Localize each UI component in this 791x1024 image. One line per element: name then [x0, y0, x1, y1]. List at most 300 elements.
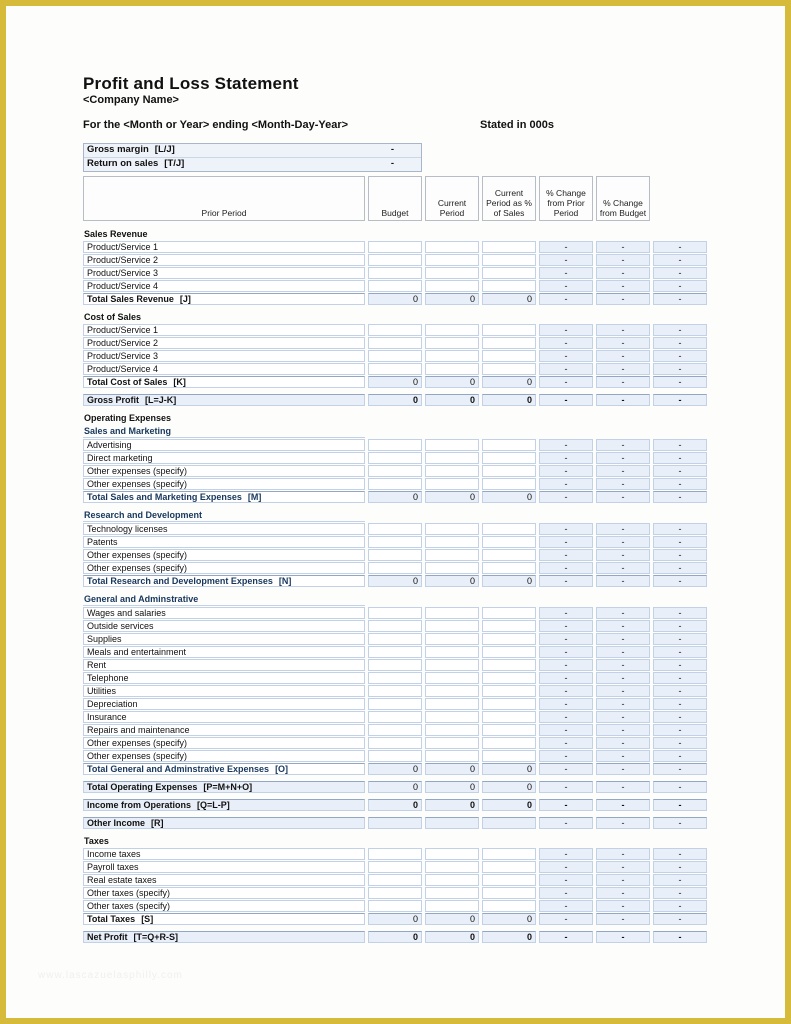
pct-cell: - [539, 711, 593, 723]
value-cell[interactable] [368, 478, 422, 490]
value-cell[interactable] [482, 254, 536, 266]
pct-cell: - [653, 763, 707, 775]
value-cell[interactable] [425, 672, 479, 684]
pct-cell: - [539, 523, 593, 535]
value-cell[interactable] [368, 685, 422, 697]
total-row [83, 376, 713, 388]
section-title: Cost of Sales [84, 312, 142, 322]
row-label-text: Payroll taxes [87, 862, 139, 872]
value-cell[interactable] [368, 646, 422, 658]
value-cell[interactable] [368, 562, 422, 574]
pct-cell: - [653, 254, 707, 266]
pct-cell: - [596, 491, 650, 503]
row-label-text: Total General and Adminstrative Expenses [87, 764, 270, 774]
detail-row [83, 562, 713, 574]
value-cell[interactable] [482, 452, 536, 464]
pct-cell: - [596, 267, 650, 279]
pct-cell: - [596, 439, 650, 451]
pct-cell: - [653, 337, 707, 349]
value-cell[interactable] [368, 280, 422, 292]
value-cell[interactable] [425, 267, 479, 279]
value-cell [482, 817, 536, 829]
value-cell[interactable] [425, 861, 479, 873]
pct-cell: - [539, 350, 593, 362]
row-label-cell [83, 633, 365, 645]
value-cell[interactable] [482, 267, 536, 279]
detail-row [83, 267, 713, 279]
pct-cell: - [653, 267, 707, 279]
value-cell[interactable] [425, 439, 479, 451]
pct-cell: - [539, 724, 593, 736]
row-label-text: Insurance [87, 712, 127, 722]
value-cell[interactable] [368, 324, 422, 336]
row-label-text: Real estate taxes [87, 875, 157, 885]
value-cell[interactable] [425, 363, 479, 375]
page-title: Profit and Loss Statement [83, 74, 299, 93]
row-formula-code: [L/J] [154, 144, 175, 155]
pct-cell: - [596, 607, 650, 619]
value-cell[interactable] [482, 562, 536, 574]
value-cell: 0 [482, 799, 536, 811]
pct-cell: - [653, 659, 707, 671]
value-cell[interactable] [368, 363, 422, 375]
value-cell[interactable] [425, 452, 479, 464]
pct-cell: - [539, 491, 593, 503]
summary-box [83, 143, 422, 172]
value-cell[interactable] [482, 633, 536, 645]
value-cell[interactable] [482, 848, 536, 860]
value-cell[interactable] [425, 633, 479, 645]
value-cell[interactable] [425, 659, 479, 671]
pct-cell: - [653, 672, 707, 684]
row-label-cell [83, 781, 365, 793]
detail-row [83, 646, 713, 658]
detail-row [83, 465, 713, 477]
value-cell: 0 [425, 394, 479, 406]
pct-cell: - [653, 465, 707, 477]
value-cell[interactable] [425, 737, 479, 749]
pct-cell: - [596, 620, 650, 632]
detail-row [83, 620, 713, 632]
value-cell[interactable] [482, 698, 536, 710]
row-label-text: Patents [87, 537, 118, 547]
value-cell: 0 [425, 491, 479, 503]
value-cell: 0 [425, 799, 479, 811]
value-cell[interactable] [368, 900, 422, 912]
value-cell[interactable] [368, 848, 422, 860]
value-cell[interactable] [368, 737, 422, 749]
value-cell[interactable] [368, 724, 422, 736]
row-label-cell [83, 465, 365, 477]
detail-row [83, 607, 713, 619]
row-label-cell [83, 685, 365, 697]
row-label-text: Product/Service 3 [87, 268, 159, 278]
row-label-text: Product/Service 1 [87, 325, 159, 335]
result-row [83, 931, 713, 943]
value-cell[interactable] [368, 698, 422, 710]
value-cell[interactable] [482, 280, 536, 292]
pct-cell: - [596, 750, 650, 762]
pct-cell: - [596, 646, 650, 658]
summary-row [84, 157, 421, 171]
value-cell[interactable] [368, 874, 422, 886]
value-cell[interactable] [425, 562, 479, 574]
pct-cell: - [653, 562, 707, 574]
pct-cell: - [596, 900, 650, 912]
row-label-text: Other expenses (specify) [87, 550, 188, 560]
section-title: Operating Expenses [84, 413, 172, 423]
pct-cell: - [539, 478, 593, 490]
detail-row [83, 737, 713, 749]
subsection-header-row [83, 425, 713, 438]
pct-cell: - [653, 711, 707, 723]
value-cell[interactable] [482, 620, 536, 632]
pct-cell: - [596, 672, 650, 684]
pct-cell: - [596, 861, 650, 873]
pct-cell: - [653, 646, 707, 658]
pct-cell: - [653, 848, 707, 860]
value-cell[interactable] [425, 607, 479, 619]
column-header-cell: Budget [368, 176, 422, 221]
pct-cell: - [596, 817, 650, 829]
pct-cell: - [539, 887, 593, 899]
pct-cell: - [539, 337, 593, 349]
period-line: For the <Month or Year> ending <Month-Day-Year> [83, 119, 349, 131]
pct-cell: - [653, 737, 707, 749]
subsection-title: Research and Development [83, 509, 365, 522]
value-cell[interactable] [482, 337, 536, 349]
value-cell: 0 [368, 575, 422, 587]
value-cell[interactable] [425, 711, 479, 723]
pct-cell: - [539, 394, 593, 406]
value-cell[interactable] [368, 465, 422, 477]
pct-cell: - [653, 280, 707, 292]
pct-cell: - [596, 376, 650, 388]
value-cell: 0 [368, 491, 422, 503]
value-cell: 0 [425, 781, 479, 793]
pct-cell: - [539, 874, 593, 886]
row-label-text: Technology licenses [87, 524, 168, 534]
pct-cell: - [596, 452, 650, 464]
pct-cell: - [539, 931, 593, 943]
value-cell[interactable] [425, 549, 479, 561]
pct-cell: - [539, 763, 593, 775]
value-cell[interactable] [425, 280, 479, 292]
row-formula-code: [T/J] [164, 158, 185, 169]
value-cell[interactable] [425, 241, 479, 253]
title-block [83, 74, 299, 106]
row-label-cell [83, 900, 365, 912]
subsection-title: Sales and Marketing [83, 425, 365, 438]
value-cell [425, 817, 479, 829]
value-cell[interactable] [482, 724, 536, 736]
value-cell[interactable] [368, 620, 422, 632]
value-cell[interactable] [482, 536, 536, 548]
result-row [83, 394, 713, 406]
row-label-cell [83, 607, 365, 619]
pct-cell: - [539, 799, 593, 811]
watermark-text: www.lascazuelasphilly.com [38, 970, 183, 981]
value-cell[interactable] [482, 350, 536, 362]
pct-cell: - [539, 241, 593, 253]
detail-row [83, 536, 713, 548]
row-label-cell [83, 817, 365, 829]
stated-in-label: Stated in 000s [480, 119, 554, 131]
value-cell[interactable] [368, 750, 422, 762]
value-cell[interactable] [425, 465, 479, 477]
pct-cell: - [653, 376, 707, 388]
row-label-text: Other taxes (specify) [87, 888, 171, 898]
row-label-text: Repairs and maintenance [87, 725, 190, 735]
detail-row [83, 887, 713, 899]
value-cell[interactable] [425, 900, 479, 912]
value-cell[interactable] [482, 439, 536, 451]
summary-label [87, 158, 184, 170]
value-cell[interactable] [482, 646, 536, 658]
value-cell: 0 [368, 931, 422, 943]
pct-cell: - [653, 817, 707, 829]
value-cell[interactable] [368, 337, 422, 349]
value-cell[interactable] [482, 465, 536, 477]
value-cell[interactable] [482, 900, 536, 912]
section-title: Sales Revenue [84, 229, 148, 239]
pct-cell: - [539, 293, 593, 305]
row-label-cell [83, 646, 365, 658]
row-label-text: Income taxes [87, 849, 141, 859]
column-header-cell: Current Period [425, 176, 479, 221]
value-cell[interactable] [425, 685, 479, 697]
pct-cell: - [596, 562, 650, 574]
row-label-text: Product/Service 2 [87, 338, 159, 348]
value-cell[interactable] [368, 439, 422, 451]
row-label-cell [83, 887, 365, 899]
column-header-cell: Current Period as % of Sales [482, 176, 536, 221]
pct-cell: - [596, 931, 650, 943]
value-cell[interactable] [482, 887, 536, 899]
row-formula-code: [J] [179, 294, 191, 304]
value-cell[interactable] [425, 350, 479, 362]
detail-row [83, 523, 713, 535]
row-label-text: Other expenses (specify) [87, 479, 188, 489]
row-formula-code: [T=Q+R-S] [133, 932, 179, 942]
pct-cell: - [653, 575, 707, 587]
pct-cell: - [653, 394, 707, 406]
value-cell: 0 [482, 293, 536, 305]
value-cell[interactable] [425, 874, 479, 886]
detail-row [83, 672, 713, 684]
value-cell: 0 [368, 376, 422, 388]
pct-cell: - [653, 685, 707, 697]
pct-cell: - [539, 900, 593, 912]
value-cell[interactable] [368, 711, 422, 723]
value-cell[interactable] [482, 324, 536, 336]
value-cell[interactable] [368, 350, 422, 362]
value-cell[interactable] [425, 337, 479, 349]
value-cell[interactable] [482, 478, 536, 490]
pct-cell: - [596, 698, 650, 710]
value-cell: 0 [425, 575, 479, 587]
pct-cell: - [596, 737, 650, 749]
row-label-cell [83, 439, 365, 451]
value-cell[interactable] [425, 620, 479, 632]
detail-row [83, 324, 713, 336]
value-cell: 0 [482, 931, 536, 943]
value-cell[interactable] [425, 254, 479, 266]
pct-cell: - [539, 737, 593, 749]
value-cell[interactable] [482, 523, 536, 535]
value-cell[interactable] [368, 861, 422, 873]
pct-cell: - [539, 536, 593, 548]
detail-row [83, 241, 713, 253]
detail-row [83, 350, 713, 362]
pct-cell: - [596, 848, 650, 860]
pct-cell: - [653, 241, 707, 253]
pct-cell: - [539, 750, 593, 762]
value-cell[interactable] [482, 861, 536, 873]
pct-cell: - [539, 575, 593, 587]
total-row [83, 293, 713, 305]
pct-cell: - [539, 913, 593, 925]
row-label-text: Product/Service 3 [87, 351, 159, 361]
value-cell: 0 [368, 763, 422, 775]
value-cell[interactable] [482, 363, 536, 375]
pct-cell: - [596, 254, 650, 266]
value-cell[interactable] [425, 724, 479, 736]
value-cell[interactable] [425, 848, 479, 860]
value-cell[interactable] [425, 536, 479, 548]
value-cell: 0 [425, 376, 479, 388]
row-label-text: Other expenses (specify) [87, 738, 188, 748]
value-cell[interactable] [482, 241, 536, 253]
pct-cell: - [539, 254, 593, 266]
pct-cell: - [596, 659, 650, 671]
value-cell: 0 [368, 781, 422, 793]
pct-cell: - [596, 575, 650, 587]
value-cell[interactable] [368, 887, 422, 899]
row-label-cell [83, 324, 365, 336]
value-cell[interactable] [368, 633, 422, 645]
value-cell[interactable] [368, 452, 422, 464]
row-label-cell [83, 763, 365, 775]
total-row [83, 763, 713, 775]
value-cell[interactable] [368, 241, 422, 253]
value-cell: 0 [482, 491, 536, 503]
value-cell[interactable] [368, 607, 422, 619]
row-label-cell [83, 711, 365, 723]
value-cell[interactable] [482, 711, 536, 723]
row-label-cell [83, 861, 365, 873]
row-label-cell [83, 931, 365, 943]
pct-cell: - [539, 817, 593, 829]
value-cell[interactable] [482, 685, 536, 697]
pct-cell: - [653, 874, 707, 886]
row-label-cell [83, 549, 365, 561]
detail-row [83, 685, 713, 697]
value-cell[interactable] [425, 698, 479, 710]
value-cell[interactable] [482, 737, 536, 749]
value-cell[interactable] [425, 750, 479, 762]
row-label-cell [83, 913, 365, 925]
value-cell[interactable] [482, 549, 536, 561]
value-cell[interactable] [368, 659, 422, 671]
value-cell[interactable] [482, 874, 536, 886]
value-cell[interactable] [482, 607, 536, 619]
pct-cell: - [539, 633, 593, 645]
value-cell: 0 [425, 293, 479, 305]
row-label-cell [83, 724, 365, 736]
pct-cell: - [539, 439, 593, 451]
column-header-cell: % Change from Prior Period [539, 176, 593, 221]
value-cell[interactable] [482, 659, 536, 671]
value-cell[interactable] [368, 536, 422, 548]
value-cell[interactable] [482, 750, 536, 762]
value-cell[interactable] [368, 254, 422, 266]
row-label-text: Product/Service 4 [87, 364, 159, 374]
pct-cell: - [539, 363, 593, 375]
row-formula-code: [O] [275, 764, 289, 774]
row-label-cell [83, 620, 365, 632]
value-cell: 0 [368, 394, 422, 406]
row-label-text: Telephone [87, 673, 129, 683]
pct-cell: - [596, 337, 650, 349]
row-label-text: Other expenses (specify) [87, 751, 188, 761]
pct-cell: - [539, 861, 593, 873]
row-label-cell [83, 848, 365, 860]
value-cell: 0 [482, 394, 536, 406]
pct-cell: - [653, 931, 707, 943]
pct-cell: - [596, 633, 650, 645]
detail-row [83, 439, 713, 451]
pct-cell: - [539, 549, 593, 561]
pct-cell: - [596, 465, 650, 477]
row-label-text: Depreciation [87, 699, 138, 709]
row-label-cell [83, 452, 365, 464]
pct-cell: - [539, 781, 593, 793]
detail-row [83, 750, 713, 762]
value-cell[interactable] [368, 267, 422, 279]
pct-cell: - [539, 607, 593, 619]
value-cell[interactable] [368, 549, 422, 561]
pct-cell: - [596, 724, 650, 736]
value-cell[interactable] [425, 887, 479, 899]
pct-cell: - [596, 280, 650, 292]
pct-cell: - [596, 711, 650, 723]
value-cell[interactable] [425, 523, 479, 535]
section-header-row [83, 835, 713, 847]
row-label-text: Rent [87, 660, 107, 670]
row-label-cell [83, 659, 365, 671]
column-headers [83, 176, 707, 221]
total-row [83, 913, 713, 925]
section-header-row [83, 412, 713, 424]
detail-row [83, 478, 713, 490]
row-label-text: Advertising [87, 440, 132, 450]
detail-row [83, 633, 713, 645]
value-cell[interactable] [425, 478, 479, 490]
value-cell[interactable] [425, 324, 479, 336]
value-cell[interactable] [368, 672, 422, 684]
value-cell[interactable] [368, 523, 422, 535]
pct-cell: - [596, 549, 650, 561]
section-title: Taxes [84, 836, 109, 846]
value-cell[interactable] [425, 646, 479, 658]
value-cell: 0 [368, 799, 422, 811]
pct-cell: - [653, 698, 707, 710]
row-label-cell [83, 672, 365, 684]
pct-cell: - [596, 781, 650, 793]
subsection-header-row [83, 509, 713, 522]
value-cell[interactable] [482, 672, 536, 684]
